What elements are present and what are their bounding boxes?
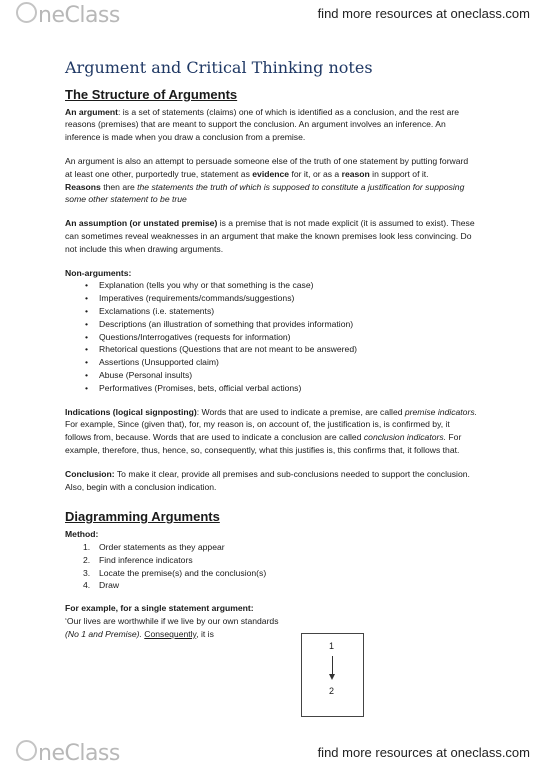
document-body (65, 58, 478, 640)
list-item: • Explanation (tells you why or that something is the case) (99, 279, 477, 292)
logo-circle-icon (16, 2, 37, 23)
list-item: • Abuse (Personal insults) (99, 369, 477, 382)
paragraph-reasons: Reasons then are the statements the truth of which is supposed to constitute a justification for supposing some other statement to be true (65, 181, 465, 205)
oneclass-logo[interactable]: neClass (16, 2, 120, 28)
diagram-node-2: 2 (329, 686, 335, 696)
arrow-down-icon (329, 674, 335, 680)
list-item: • Exclamations (i.e. statements) (99, 305, 477, 318)
list-item: • Performatives (Promises, bets, official verbal actions) (99, 382, 477, 395)
footer-resources-link[interactable]: find more resources at oneclass.com (317, 745, 530, 760)
document-title: Argument and Critical Thinking notes (65, 58, 373, 77)
page-footer (0, 740, 544, 770)
example-block (65, 602, 285, 640)
paragraph-argument-persuade: An argument is also an attempt to persuade someone else of the truth of one statement by putting forward at least one other, purportedly true, statement as evidence for it, or as a reason in support of it. (65, 155, 469, 179)
list-item: • Assertions (Unsupported claim) (99, 356, 477, 369)
list-item: 3. Locate the premise(s) and the conclusion(s) (83, 567, 267, 578)
list-item: 1. Order statements as they appear (83, 541, 225, 552)
paragraph-assumption: An assumption (or unstated premise) is a premise that is not made explicit (it is assumed to exist). These can sometimes reveal weaknesses in an argument that make the known premises look less convincing. Do not include this when drawing arguments. (65, 218, 475, 254)
header-resources-link[interactable]: find more resources at oneclass.com (317, 6, 530, 21)
paragraph-conclusion: Conclusion: To make it clear, provide all premises and sub-conclusions needed to support the conclusion. Also, begin with a conclusion indication. (65, 468, 470, 492)
argument-diagram (301, 633, 364, 717)
example-text: ‘Our lives are worthwhile if we live by our own standards (No 1 and Premise). Consequently, it is (65, 615, 279, 639)
section-heading-structure: The Structure of Arguments (65, 86, 238, 102)
list-item: 2. Find inference indicators (83, 554, 193, 565)
oneclass-logo[interactable]: neClass (16, 740, 120, 766)
list-item: • Imperatives (requirements/commands/suggestions) (99, 292, 477, 305)
page-header (0, 0, 544, 32)
logo-circle-icon (16, 740, 37, 761)
non-arguments-list (65, 279, 477, 394)
method-steps-list (65, 541, 477, 592)
paragraph-argument-definition: An argument: is a set of statements (claims) one of which is identified as a conclusion, and the rest are reasons (premises) that are meant to support the conclusion. An argument involves an inference. An inference is made when you draw a conclusion from a premise. (65, 106, 460, 143)
paragraph-indications: Indications (logical signposting): Words that are used to indicate a premise, are called premise indicators. For example, Since (given that), for, my reason is, on account of, the justification is, is confirmed by, it follows from, because. Words that are used to indicate a conclusion are called conclusion indicators. For example, therefore, thus, hence, so, consequently, what this justifies is, this confirms that, it follows that. (65, 406, 478, 455)
list-item: • Questions/Interrogatives (requests for information) (99, 331, 477, 344)
list-item: • Descriptions (an illustration of something that provides information) (99, 318, 477, 331)
non-arguments-label: Non-arguments: (65, 267, 132, 278)
list-item: 4. Draw (83, 580, 120, 591)
method-label: Method: (65, 529, 99, 540)
example-label: For example, for a single statement argument: (65, 603, 254, 614)
section-heading-diagramming: Diagramming Arguments (65, 509, 220, 525)
diagram-node-1: 1 (329, 641, 335, 651)
list-item: • Rhetorical questions (Questions that are not meant to be answered) (99, 343, 477, 356)
